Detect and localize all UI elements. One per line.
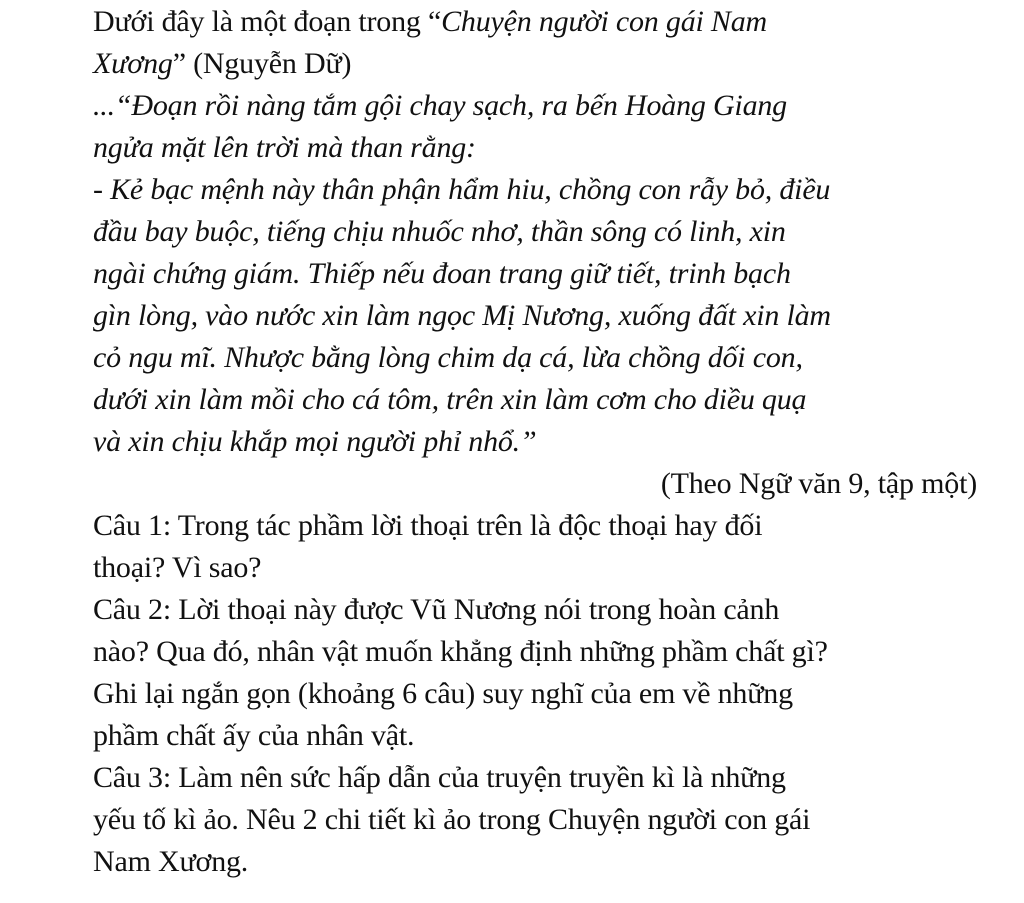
passage-line: ngài chứng giám. Thiếp nếu đoan trang giữ tiết, trinh bạch [93,257,791,290]
passage-line: đầu bay buộc, tiếng chịu nhuốc nhơ, thần sông có linh, xin [93,215,786,248]
passage-line: ngửa mặt lên trời mà than rằng: [93,131,476,164]
question-line: thoại? Vì sao? [93,551,262,584]
author-text: ” (Nguyễn Dữ) [172,47,352,80]
question-line: yếu tố kì ảo. Nêu 2 chi tiết kì ảo trong Chuyện người con gái [93,803,811,836]
passage-line: dưới xin làm mồi cho cá tôm, trên xin làm cơm cho diều quạ [93,383,807,416]
question-line: Câu 2: Lời thoại này được Vũ Nương nói trong hoàn cảnh [93,593,780,626]
passage-line: gìn lòng, vào nước xin làm ngọc Mị Nương, xuống đất xin làm [93,299,831,332]
question-line: Câu 3: Làm nên sức hấp dẫn của truyện truyền kì là những [93,761,786,794]
passage-line: - Kẻ bạc mệnh này thân phận hẩm hiu, chồng con rẫy bỏ, điều [93,173,831,206]
question-line: Câu 1: Trong tác phầm lời thoại trên là độc thoại hay đối [93,509,763,542]
question-line: Nam Xương. [93,845,249,878]
intro-line-2 [93,44,351,84]
source-citation: (Theo Ngữ văn 9, tập một) [660,467,977,500]
intro-line-1 [93,2,767,42]
intro-text: Dưới đây là một đoạn trong “ [93,5,442,38]
work-title-cont: Xương [93,47,173,80]
question-line: nào? Qua đó, nhân vật muốn khẳng định những phầm chất gì? [93,635,828,668]
passage-line: cỏ ngu mĩ. Nhược bằng lòng chim dạ cá, lừa chồng dối con, [93,341,803,374]
passage-line: và xin chịu khắp mọi người phỉ nhổ.” [93,425,537,458]
work-title: Chuyện người con gái Nam [441,5,767,38]
question-line: Ghi lại ngắn gọn (khoảng 6 câu) suy nghĩ của em về những [93,677,793,710]
passage-line: ...“Đoạn rồi nàng tắm gội chay sạch, ra bến Hoàng Giang [93,89,787,122]
question-line: phầm chất ấy của nhân vật. [93,719,415,752]
